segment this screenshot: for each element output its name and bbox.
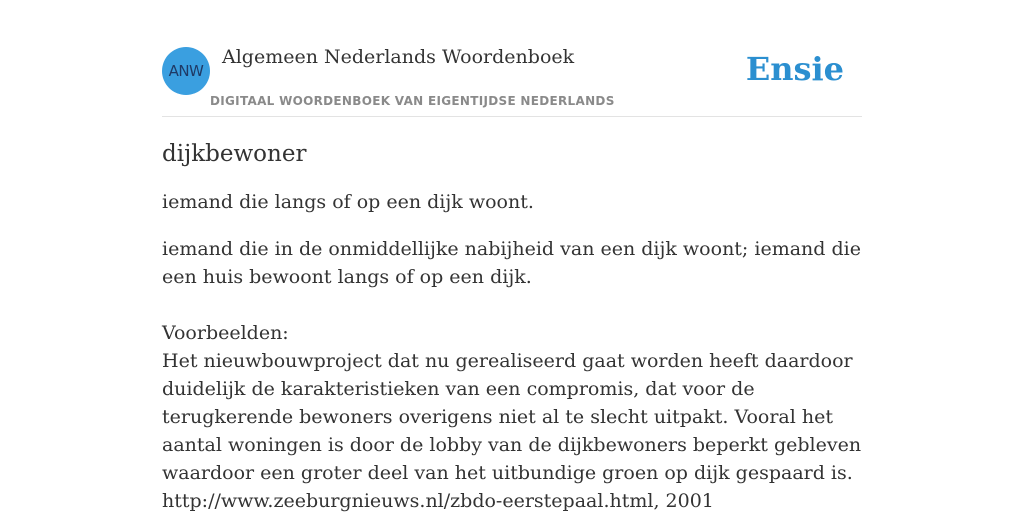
ensie-logo[interactable]: Ensie: [745, 50, 844, 88]
definition-short: iemand die langs of op een dijk woont.: [162, 191, 534, 213]
dictionary-header: [162, 40, 862, 117]
logo-text: ANW: [168, 62, 204, 80]
anw-logo[interactable]: [162, 47, 210, 95]
example-source: http://www.zeeburgnieuws.nl/zbdo-eerstepaal.html, 2001: [162, 490, 714, 512]
examples-label: Voorbeelden:: [162, 322, 289, 344]
dictionary-subtitle: DIGITAAL WOORDENBOEK VAN EIGENTIJDSE NEDERLANDS: [210, 94, 615, 108]
definition-long: iemand die in de onmiddellijke nabijheid van een dijk woont; iemand die een huis bewoont langs of op een dijk.: [162, 238, 861, 288]
entry-term: dijkbewoner: [162, 141, 307, 167]
example-text: Het nieuwbouwproject dat nu gerealiseerd gaat worden heeft daardoor duidelijk de karakteristieken van een compromis, dat voor de terugkerende bewoners overigens niet al te slecht uitpakt. Vooral het aantal woningen is door de lobby van de dijkbewoners beperkt gebleven waardoor een groter deel van het uitbundige groen op dijk gespaard is.: [162, 350, 862, 484]
entry-content: [162, 138, 862, 512]
dictionary-title[interactable]: Algemeen Nederlands Woordenboek: [222, 46, 575, 68]
